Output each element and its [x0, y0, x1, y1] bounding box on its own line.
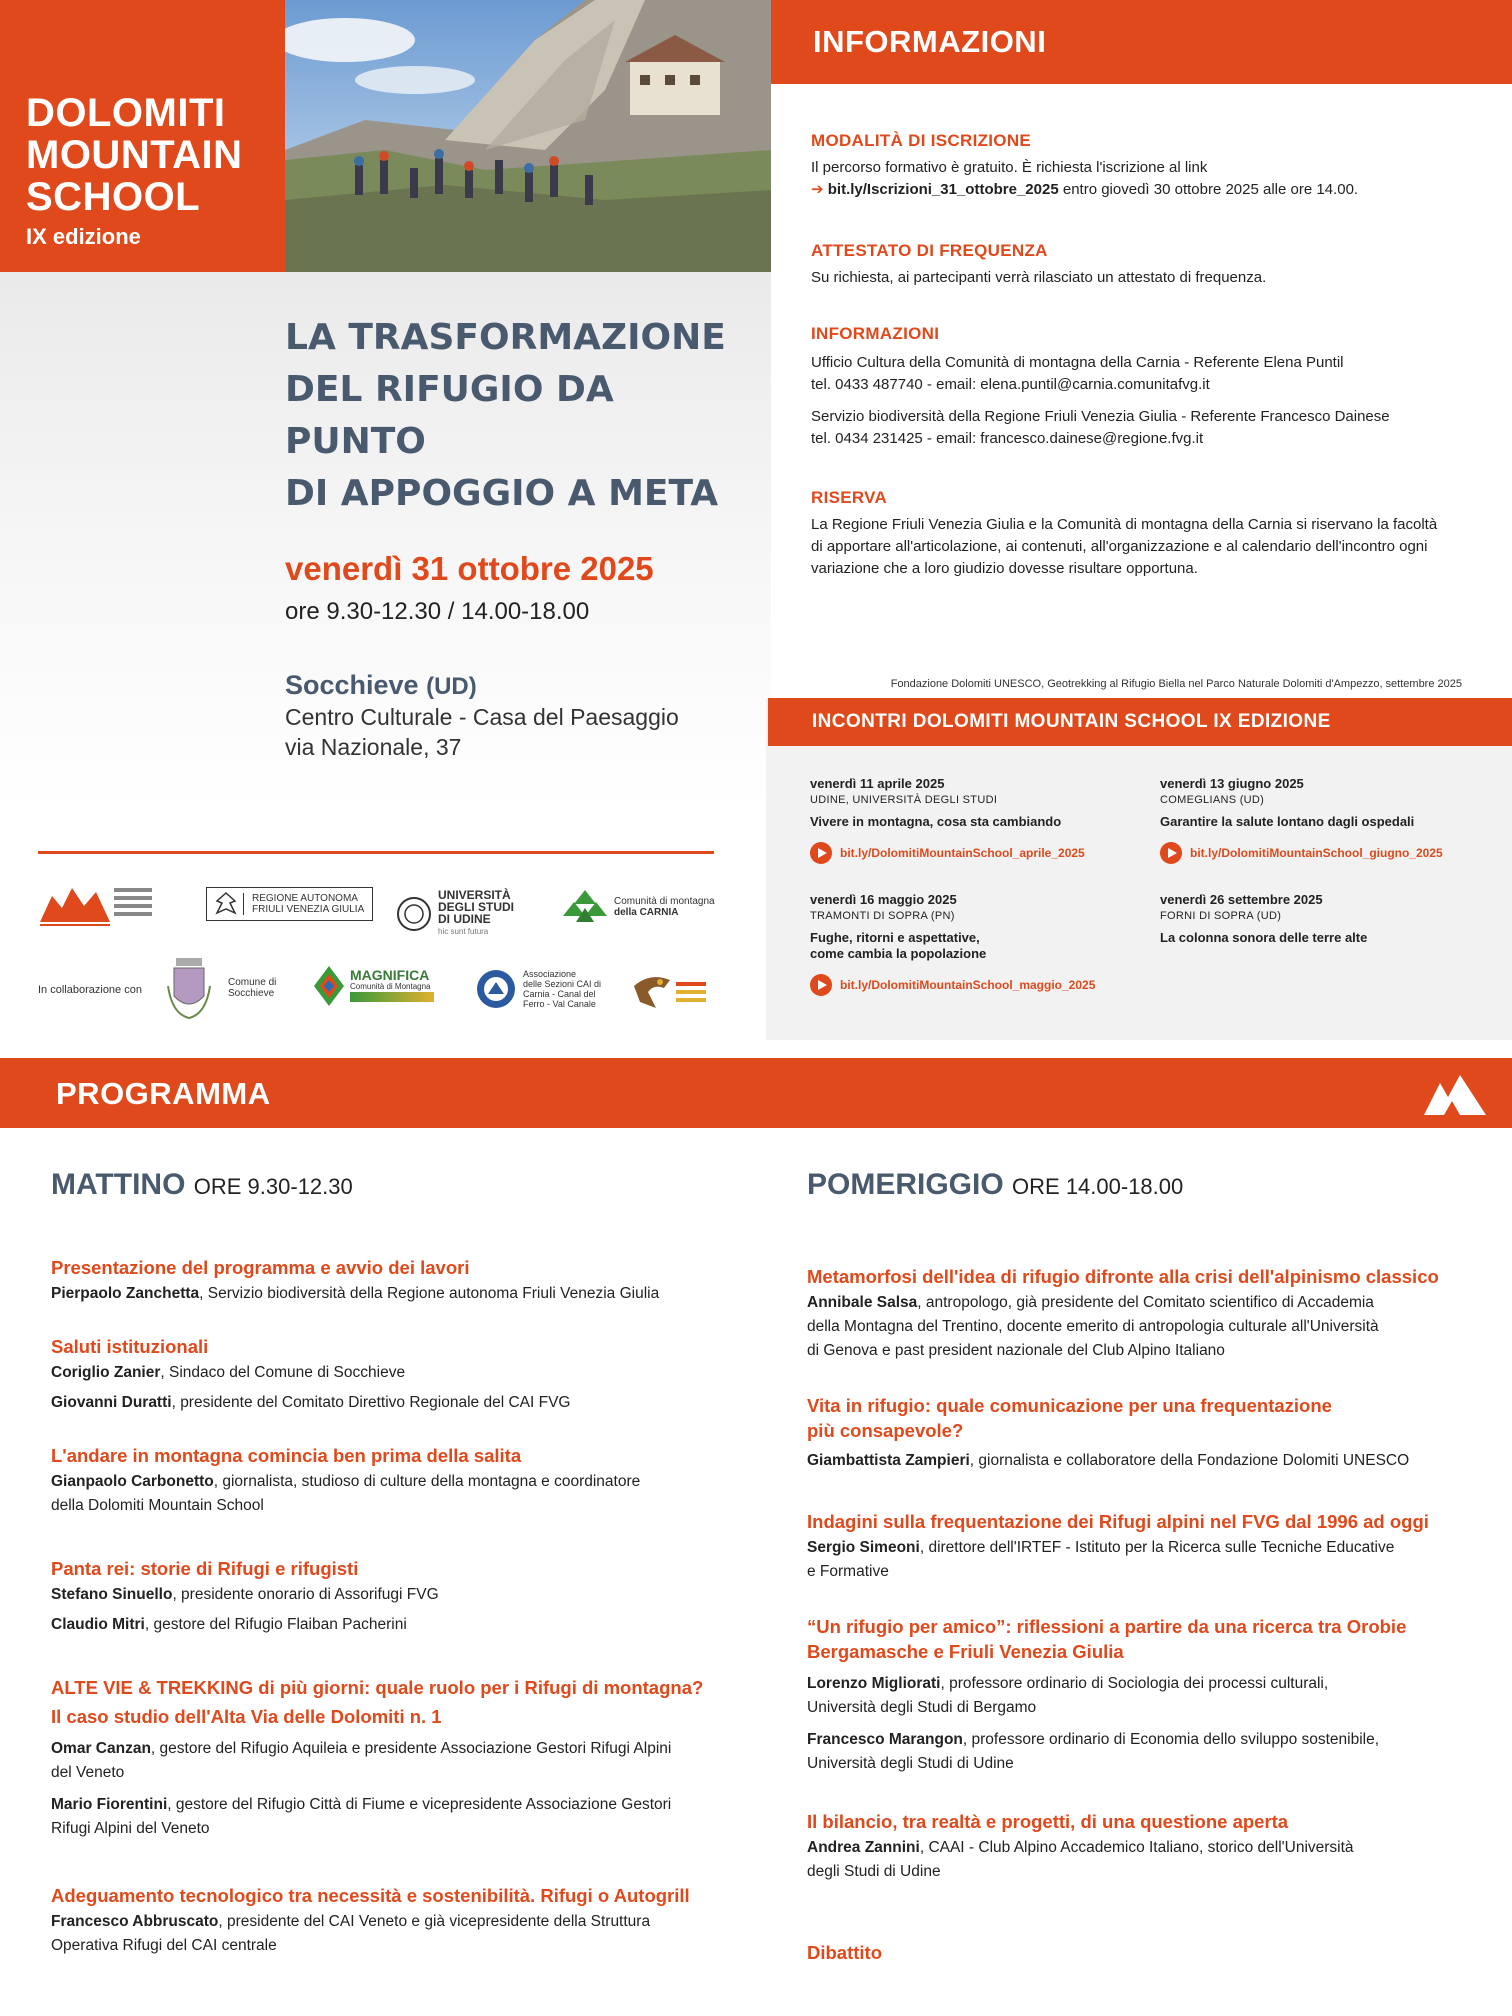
event-link-text[interactable]: bit.ly/DolomitiMountainSchool_maggio_2025 — [840, 978, 1096, 992]
talk-title: Saluti istituzionali — [51, 1336, 209, 1357]
speaker-role-cont: della Montagna del Trentino, docente emerito di antropologia culturale all'Università — [807, 1318, 1379, 1335]
speaker-line — [807, 1728, 1497, 1776]
speaker-line — [807, 1291, 1497, 1363]
morning-hours: ORE 9.30-12.30 — [193, 1174, 353, 1199]
cai-assoc-line-2: delle Sezioni CAI di — [523, 979, 602, 989]
morning-item-3 — [51, 1443, 741, 1518]
talk-title: ALTE VIE & TREKKING di più giorni: quale ruolo per i Rifugi di montagna? — [51, 1677, 704, 1698]
event-date: venerdì 16 maggio 2025 — [810, 892, 957, 907]
afternoon-heading — [807, 1168, 1183, 1202]
dms-mountain-icon — [1424, 1071, 1486, 1115]
speaker-line — [51, 1391, 741, 1415]
talk-title-line-2: Il caso studio dell'Alta Via delle Dolomiti n. 1 — [51, 1706, 442, 1727]
contact-2-line-2: tel. 0434 231425 - email: francesco.dainese@regione.fvg.it — [811, 430, 1204, 447]
talk-title: Dibattito — [807, 1942, 883, 1963]
event-place: UDINE, UNIVERSITÀ DEGLI STUDI — [810, 794, 998, 806]
speaker-role-cont: Operativa Rifugi del CAI centrale — [51, 1937, 277, 1954]
magnifica-logo — [314, 966, 434, 1006]
afternoon-item-5 — [807, 1809, 1497, 1884]
socchieve-logo — [166, 956, 276, 1020]
speaker-role: , Servizio biodiversità della Regione autonoma Friuli Venezia Giulia — [199, 1285, 660, 1302]
parco-logo — [630, 970, 712, 1010]
event-venue: Centro Culturale - Casa del Paesaggio — [285, 704, 679, 730]
talk-title-line-2: Bergamasche e Friuli Venezia Giulia — [807, 1641, 1124, 1662]
morning-item-6 — [51, 1883, 741, 1958]
carnia-logo — [562, 890, 715, 924]
regione-eagle-icon — [215, 891, 237, 917]
riserva-line-2: di apportare all'articolazione, ai contenuti, all'organizzazione e al calendario dell'incontro ogni — [811, 538, 1428, 555]
event-link-text[interactable]: bit.ly/DolomitiMountainSchool_aprile_2025 — [840, 846, 1085, 860]
speaker-line — [51, 1910, 741, 1958]
formazione-mountain-icon — [40, 882, 155, 926]
uniud-logo — [396, 890, 514, 937]
speaker-name: Claudio Mitri — [51, 1616, 145, 1633]
riserva-line-1: La Regione Friuli Venezia Giulia e la Comunità di montagna della Carnia si riservano la facoltà — [811, 516, 1438, 533]
speaker-role: , presidente onorario di Assorifugi FVG — [172, 1586, 439, 1603]
cai-assoc-line-3: Carnia - Canal del — [523, 989, 596, 999]
speaker-role-cont: degli Studi di Udine — [807, 1863, 941, 1880]
speaker-role-cont: del Veneto — [51, 1764, 125, 1781]
event-date: venerdì 13 giugno 2025 — [1160, 776, 1304, 791]
speaker-name: Coriglio Zanier — [51, 1364, 161, 1381]
event-link[interactable] — [810, 974, 1150, 996]
attestato-heading: ATTESTATO DI FREQUENZA — [811, 241, 1048, 260]
morning-item-1 — [51, 1255, 741, 1306]
speaker-line — [51, 1583, 741, 1607]
regione-line-1: REGIONE AUTONOMA — [252, 893, 358, 904]
iscrizione-link[interactable]: bit.ly/Iscrizioni_31_ottobre_2025 — [827, 181, 1059, 198]
afternoon-label: POMERIGGIO — [807, 1168, 1004, 1201]
informazioni-heading: INFORMAZIONI — [811, 324, 940, 343]
speaker-role: , professore ordinario di Economia dello sviluppo sostenibile, — [962, 1731, 1380, 1748]
morning-item-4 — [51, 1556, 741, 1637]
event-province: (UD) — [426, 673, 477, 700]
cai-assoc-line-1: Associazione — [523, 969, 577, 979]
iscrizione-line-1: Il percorso formativo è gratuito. È richiesta l'iscrizione al link — [811, 159, 1208, 176]
speaker-role: , giornalista, studioso di culture della montagna e coordinatore — [213, 1473, 641, 1490]
iscrizione-heading: MODALITÀ DI ISCRIZIONE — [811, 131, 1032, 150]
carnia-line-2: della CARNIA — [614, 907, 679, 918]
mountain-photo-illustration — [285, 0, 771, 272]
socchieve-line-2: Socchieve — [228, 988, 275, 999]
speaker-line — [807, 1672, 1497, 1720]
speaker-role: , gestore del Rifugio Aquileia e presidente Associazione Gestori Rifugi Alpini — [150, 1740, 672, 1757]
speaker-name: Annibale Salsa — [807, 1294, 918, 1311]
collab-label: In collaborazione con — [38, 984, 142, 996]
carnia-line-1: Comunità di montagna — [614, 896, 715, 907]
eagle-park-icon — [630, 970, 712, 1010]
speaker-role: , gestore del Rifugio Flaiban Pacherini — [144, 1616, 407, 1633]
cai-badge-icon — [475, 968, 517, 1010]
speaker-role-cont: Rifugi Alpini del Veneto — [51, 1820, 210, 1837]
event-city-name: Socchieve — [285, 670, 419, 700]
brand-edition: IX edizione — [26, 224, 141, 249]
morning-label: MATTINO — [51, 1168, 186, 1201]
event-title: Fughe, ritorni e aspettative, — [810, 930, 980, 945]
events-header: INCONTRI DOLOMITI MOUNTAIN SCHOOL IX EDIZIONE — [768, 698, 1512, 746]
magnifica-bar — [350, 992, 434, 1002]
event-title-line-3: DI APPOGGIO A META — [285, 473, 719, 514]
uniud-motto: hic sunt futura — [438, 927, 489, 936]
speaker-role-cont: Università degli Studi di Bergamo — [807, 1699, 1037, 1716]
talk-title: Vita in rifugio: quale comunicazione per una frequentazione — [807, 1395, 1332, 1416]
event-date: venerdì 31 ottobre 2025 — [285, 550, 654, 587]
regione-fvg-logo — [206, 887, 373, 921]
speaker-line — [807, 1836, 1497, 1884]
regione-line-2: FRIULI VENEZIA GIULIA — [252, 904, 365, 915]
brand-line-3: SCHOOL — [26, 175, 201, 219]
riserva-line-3: variazione che a loro giudizio dovesse risultare opportuna. — [811, 560, 1198, 577]
event-title-line-2: come cambia la popolazione — [810, 946, 987, 961]
uniud-line-3: DI UDINE — [438, 912, 491, 926]
speaker-role: , gestore del Rifugio Città di Fiume e vicepresidente Associazione Gestori — [167, 1796, 672, 1813]
speaker-role-cont-2: di Genova e past president nazionale del Club Alpino Italiano — [807, 1342, 1225, 1359]
speaker-name: Francesco Marangon — [807, 1731, 963, 1748]
carnia-trees-icon — [562, 890, 608, 924]
contact-1-line-2: tel. 0433 487740 - email: elena.puntil@carnia.comunitafvg.it — [811, 376, 1210, 393]
afternoon-item-4 — [807, 1614, 1497, 1776]
speaker-line — [51, 1282, 741, 1306]
speaker-name: Lorenzo Migliorati — [807, 1675, 941, 1692]
afternoon-item-2 — [807, 1393, 1497, 1473]
magnifica-line-1: MAGNIFICA — [350, 967, 430, 983]
event-card-september — [1160, 892, 1500, 946]
socchieve-line-1: Comune di — [228, 977, 277, 988]
talk-title: Panta rei: storie di Rifugi e rifugisti — [51, 1558, 359, 1579]
speaker-role-cont: Università degli Studi di Udine — [807, 1755, 1014, 1772]
photo-caption: Fondazione Dolomiti UNESCO, Geotrekking al Rifugio Biella nel Parco Naturale Dolomiti d'Ampezzo, settembre 2025 — [890, 678, 1462, 690]
play-icon — [810, 842, 832, 864]
divider — [38, 851, 714, 854]
speaker-name: Andrea Zannini — [807, 1839, 920, 1856]
afternoon-hours: ORE 14.00-18.00 — [1012, 1174, 1184, 1199]
contact-1-line-1: Ufficio Cultura della Comunità di montagna della Carnia - Referente Elena Puntil — [811, 354, 1344, 371]
event-card-may — [810, 892, 1150, 996]
attestato-text: Su richiesta, ai partecipanti verrà rilasciato un attestato di frequenza. — [811, 269, 1267, 286]
speaker-role: , Sindaco del Comune di Socchieve — [160, 1364, 406, 1381]
speaker-line — [807, 1536, 1497, 1584]
socchieve-crest-icon — [166, 956, 212, 1020]
magnifica-line-2: Comunità di Montagna — [350, 982, 431, 991]
uniud-line-2: DEGLI STUDI — [438, 900, 515, 914]
speaker-name: Pierpaolo Zanchetta — [51, 1285, 200, 1302]
play-icon — [810, 974, 832, 996]
event-title-line-1: LA TRASFORMAZIONE — [285, 317, 726, 358]
event-place: FORNI DI SOPRA (UD) — [1160, 910, 1282, 922]
event-title: La colonna sonora delle terre alte — [1160, 930, 1368, 945]
speaker-line — [51, 1793, 751, 1841]
talk-title-line-2: più consapevole? — [807, 1420, 964, 1441]
speaker-role-cont: della Dolomiti Mountain School — [51, 1497, 264, 1514]
speaker-role: , professore ordinario di Sociologia dei processi culturali, — [940, 1675, 1329, 1692]
speaker-role: , antropologo, già presidente del Comitato scientifico di Accademia — [917, 1294, 1374, 1311]
speaker-name: Stefano Sinuello — [51, 1586, 173, 1603]
informazioni-text — [811, 352, 1471, 450]
riserva-text — [811, 514, 1471, 580]
speaker-role: , CAAI - Club Alpino Accademico Italiano, storico dell'Università — [919, 1839, 1354, 1856]
speaker-role: , giornalista e collaboratore della Fondazione Dolomiti UNESCO — [969, 1452, 1410, 1469]
afternoon-item-1 — [807, 1264, 1497, 1363]
event-title: Garantire la salute lontano dagli ospedali — [1160, 814, 1415, 829]
talk-title: Metamorfosi dell'idea di rifugio difronte alla crisi dell'alpinismo classico — [807, 1266, 1439, 1287]
talk-title: Indagini sulla frequentazione dei Rifugi alpini nel FVG dal 1996 ad oggi — [807, 1511, 1429, 1532]
event-address: via Nazionale, 37 — [285, 734, 462, 760]
event-title — [285, 312, 745, 520]
event-card-june — [1160, 776, 1500, 864]
iscrizione-text — [811, 157, 1471, 201]
speaker-name: Giovanni Duratti — [51, 1394, 172, 1411]
speaker-line — [807, 1449, 1497, 1473]
brand-line-2: MOUNTAIN — [26, 133, 243, 177]
speaker-name: Sergio Simeoni — [807, 1539, 920, 1556]
speaker-role: , presidente del CAI Veneto e già vicepresidente della Struttura — [218, 1913, 651, 1930]
brand-block — [0, 0, 285, 272]
speaker-name: Giambattista Zampieri — [807, 1452, 970, 1469]
afternoon-item-6 — [807, 1940, 1497, 1965]
contact-2-line-1: Servizio biodiversità della Regione Friuli Venezia Giulia - Referente Francesco Dainese — [811, 408, 1390, 425]
cai-assoc-line-4: Ferro - Val Canale — [523, 999, 596, 1009]
event-title: Vivere in montagna, cosa sta cambiando — [810, 814, 1062, 829]
arrow-right-icon: ➔ — [811, 181, 828, 198]
speaker-name: Gianpaolo Carbonetto — [51, 1473, 214, 1490]
iscrizione-deadline: entro giovedì 30 ottobre 2025 alle ore 14.00. — [1058, 181, 1359, 198]
event-card-april — [810, 776, 1150, 864]
speaker-line — [51, 1470, 741, 1518]
speaker-name: Mario Fiorentini — [51, 1796, 168, 1813]
event-place: TRAMONTI DI SOPRA (PN) — [810, 910, 955, 922]
cai-assoc-logo — [475, 968, 601, 1010]
event-link[interactable] — [810, 842, 1150, 864]
speaker-name: Omar Canzan — [51, 1740, 151, 1757]
event-place: COMEGLIANS (UD) — [1160, 794, 1265, 806]
morning-item-5 — [51, 1675, 751, 1841]
speaker-line — [51, 1613, 741, 1637]
event-hours: ore 9.30-12.30 / 14.00-18.00 — [285, 598, 590, 625]
event-date: venerdì 26 settembre 2025 — [1160, 892, 1323, 907]
info-header: INFORMAZIONI — [771, 0, 1512, 84]
talk-title: Adeguamento tecnologico tra necessità e sostenibilità. Rifugi o Autogrill — [51, 1885, 690, 1906]
play-icon — [1160, 842, 1182, 864]
riserva-heading: RISERVA — [811, 488, 888, 507]
event-date: venerdì 11 aprile 2025 — [810, 776, 945, 791]
talk-title: Il bilancio, tra realtà e progetti, di una questione aperta — [807, 1811, 1289, 1832]
event-title-line-2: DEL RIFUGIO DA PUNTO — [285, 369, 614, 462]
speaker-role-cont: e Formative — [807, 1563, 889, 1580]
talk-title: L'andare in montagna comincia ben prima della salita — [51, 1445, 522, 1466]
talk-title: Presentazione del programma e avvio dei lavori — [51, 1257, 470, 1278]
brand-line-1: DOLOMITI — [26, 91, 226, 135]
uniud-seal-icon — [396, 896, 432, 932]
afternoon-item-3 — [807, 1509, 1497, 1584]
event-link-text[interactable]: bit.ly/DolomitiMountainSchool_giugno_2025 — [1190, 846, 1443, 860]
iscrizione-line-2 — [811, 179, 1471, 201]
magnifica-diamond-icon — [314, 966, 344, 1006]
event-link[interactable] — [1160, 842, 1500, 864]
speaker-role: , direttore dell'IRTEF - Istituto per la Ricerca sulle Tecniche Educative — [919, 1539, 1395, 1556]
formazione-logo — [40, 882, 155, 926]
speaker-role: , presidente del Comitato Direttivo Regionale del CAI FVG — [171, 1394, 571, 1411]
speaker-line — [51, 1361, 741, 1385]
speaker-name: Francesco Abbruscato — [51, 1913, 219, 1930]
event-city — [285, 670, 477, 701]
programma-header: PROGRAMMA — [0, 1058, 1512, 1128]
talk-title: “Un rifugio per amico”: riflessioni a partire da una ricerca tra Orobie — [807, 1616, 1407, 1637]
uniud-line-1: UNIVERSITÀ — [438, 888, 511, 902]
morning-heading — [51, 1168, 353, 1202]
hero-photo — [285, 0, 771, 272]
speaker-line — [51, 1737, 751, 1785]
morning-item-2 — [51, 1334, 741, 1415]
